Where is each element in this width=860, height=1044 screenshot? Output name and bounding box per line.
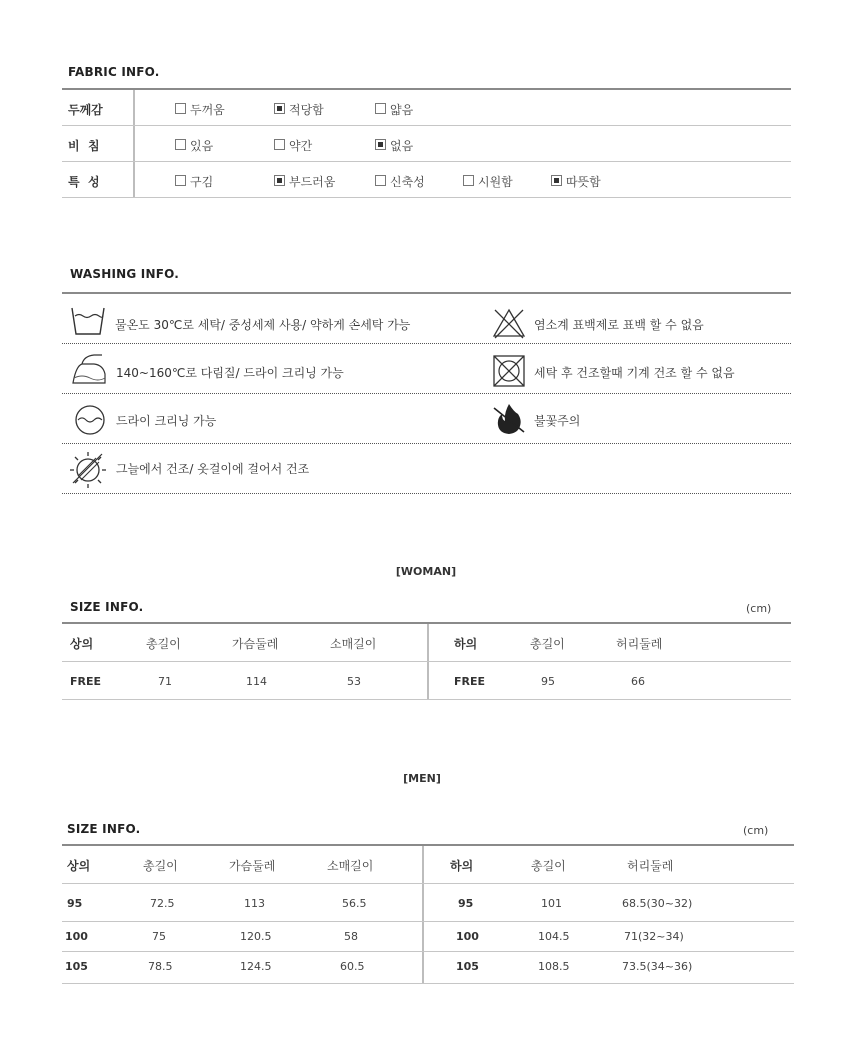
no-bleach-icon	[492, 307, 526, 339]
men-cell-size: 95	[67, 897, 83, 910]
washing-item-text: 140~160℃로 다림질/ 드라이 크리닝 가능	[116, 366, 344, 380]
checkbox-sheer-none[interactable]	[375, 139, 386, 150]
woman-header-bottom: 하의	[454, 637, 478, 651]
checkbox-cool[interactable]	[463, 175, 474, 186]
checkbox-soft[interactable]	[274, 175, 285, 186]
fabric-row-label-features: 특 성	[68, 175, 100, 189]
checkbox-sheer-slight[interactable]	[274, 139, 285, 150]
fabric-row-label-thickness: 두께감	[68, 103, 103, 117]
men-cell-sleeve: 58	[344, 930, 358, 943]
washing-info-title: WASHING INFO.	[70, 267, 180, 281]
men-cell-bottom-size: 105	[456, 960, 479, 973]
option-label: 약간	[289, 139, 313, 153]
men-cell-waist: 68.5(30~32)	[622, 897, 693, 910]
washing-item-text: 염소계 표백제로 표백 할 수 없음	[534, 318, 704, 332]
men-bottom-rule	[62, 983, 794, 984]
woman-header-bottom-length: 총길이	[530, 637, 565, 651]
woman-cell-length: 71	[158, 675, 172, 688]
men-cell-size: 105	[65, 960, 88, 973]
fabric-row-divider	[62, 161, 791, 162]
woman-cell-bottom-length: 95	[541, 675, 555, 688]
woman-header-sleeve: 소매길이	[330, 637, 377, 651]
fabric-top-rule	[62, 88, 791, 90]
men-cell-length: 75	[152, 930, 166, 943]
washing-item-text: 세탁 후 건조할때 기계 건조 할 수 없음	[534, 366, 735, 380]
men-cell-chest: 113	[244, 897, 265, 910]
fabric-row-label-sheer: 비 침	[68, 139, 100, 153]
fabric-info-title: FABRIC INFO.	[68, 65, 160, 79]
men-header-top: 상의	[67, 859, 91, 873]
men-unit-label: (cm)	[743, 824, 769, 837]
woman-size-info-title: SIZE INFO.	[70, 600, 144, 614]
woman-bottom-rule	[62, 699, 791, 700]
iron-icon	[70, 352, 108, 388]
woman-header-rule	[62, 661, 791, 662]
fire-caution-icon	[492, 402, 526, 436]
option-label: 부드러움	[289, 175, 336, 189]
option-label: 적당함	[289, 103, 324, 117]
men-cell-length: 78.5	[148, 960, 173, 973]
washtub-hand-wash-icon	[70, 305, 106, 337]
checkbox-thick[interactable]	[175, 103, 186, 114]
men-header-rule	[62, 883, 794, 884]
men-cell-waist: 73.5(34~36)	[622, 960, 693, 973]
checkbox-moderate[interactable]	[274, 103, 285, 114]
shade-dry-icon	[68, 450, 108, 490]
washing-item-text: 물온도 30℃로 세탁/ 중성세제 사용/ 약하게 손세탁 가능	[115, 318, 411, 332]
men-cell-waist: 71(32~34)	[624, 930, 684, 943]
woman-cell-bottom-size: FREE	[454, 675, 486, 688]
men-cell-length: 72.5	[150, 897, 175, 910]
option-label: 구김	[190, 175, 214, 189]
washing-item-text: 드라이 크리닝 가능	[116, 414, 217, 428]
woman-section-label: [WOMAN]	[395, 565, 457, 578]
men-cell-sleeve: 60.5	[340, 960, 365, 973]
woman-cell-size: FREE	[70, 675, 102, 688]
checkbox-warm[interactable]	[551, 175, 562, 186]
woman-header-top: 상의	[70, 637, 94, 651]
men-cell-chest: 120.5	[240, 930, 272, 943]
option-label: 따뜻함	[566, 175, 601, 189]
fabric-row-divider	[62, 125, 791, 126]
option-label: 신축성	[390, 175, 425, 189]
checkbox-wrinkle[interactable]	[175, 175, 186, 186]
washing-row-divider	[62, 443, 791, 444]
fabric-label-divider	[133, 90, 135, 197]
washing-top-rule	[62, 292, 791, 294]
men-cell-size: 100	[65, 930, 88, 943]
men-row-divider	[62, 951, 794, 952]
option-label: 없음	[390, 139, 414, 153]
men-header-bottom: 하의	[450, 859, 474, 873]
men-cell-chest: 124.5	[240, 960, 272, 973]
men-cell-bottom-size: 100	[456, 930, 479, 943]
men-column-divider	[422, 846, 424, 983]
washing-item-text: 그늘에서 건조/ 옷걸이에 걸어서 건조	[116, 462, 310, 476]
men-cell-bottom-length: 104.5	[538, 930, 570, 943]
washing-row-divider	[62, 393, 791, 394]
woman-header-waist: 허리둘레	[616, 637, 663, 651]
washing-bottom-rule	[62, 493, 791, 494]
men-cell-bottom-length: 108.5	[538, 960, 570, 973]
men-header-length: 총길이	[143, 859, 178, 873]
men-cell-bottom-length: 101	[541, 897, 562, 910]
woman-cell-sleeve: 53	[347, 675, 361, 688]
no-tumble-dry-icon	[492, 354, 526, 388]
woman-unit-label: (cm)	[746, 602, 772, 615]
checkbox-sheer-yes[interactable]	[175, 139, 186, 150]
washing-item-text: 불꽃주의	[534, 414, 581, 428]
men-header-chest: 가슴둘레	[229, 859, 276, 873]
men-section-label: [MEN]	[403, 772, 441, 785]
men-header-bottom-length: 총길이	[531, 859, 566, 873]
option-label: 시원함	[478, 175, 513, 189]
men-cell-sleeve: 56.5	[342, 897, 367, 910]
men-header-sleeve: 소매길이	[327, 859, 374, 873]
men-row-divider	[62, 921, 794, 922]
woman-cell-waist: 66	[631, 675, 645, 688]
checkbox-thin[interactable]	[375, 103, 386, 114]
option-label: 있음	[190, 139, 214, 153]
woman-cell-chest: 114	[246, 675, 267, 688]
dry-clean-icon	[74, 404, 106, 436]
men-top-rule	[62, 844, 794, 846]
washing-row-divider	[62, 343, 791, 344]
option-label: 얇음	[390, 103, 414, 117]
men-size-info-title: SIZE INFO.	[67, 822, 141, 836]
woman-header-chest: 가슴둘레	[232, 637, 279, 651]
men-header-waist: 허리둘레	[627, 859, 674, 873]
woman-header-length: 총길이	[146, 637, 181, 651]
fabric-bottom-rule	[62, 197, 791, 198]
men-cell-bottom-size: 95	[458, 897, 474, 910]
option-label: 두꺼움	[190, 103, 225, 117]
checkbox-stretch[interactable]	[375, 175, 386, 186]
